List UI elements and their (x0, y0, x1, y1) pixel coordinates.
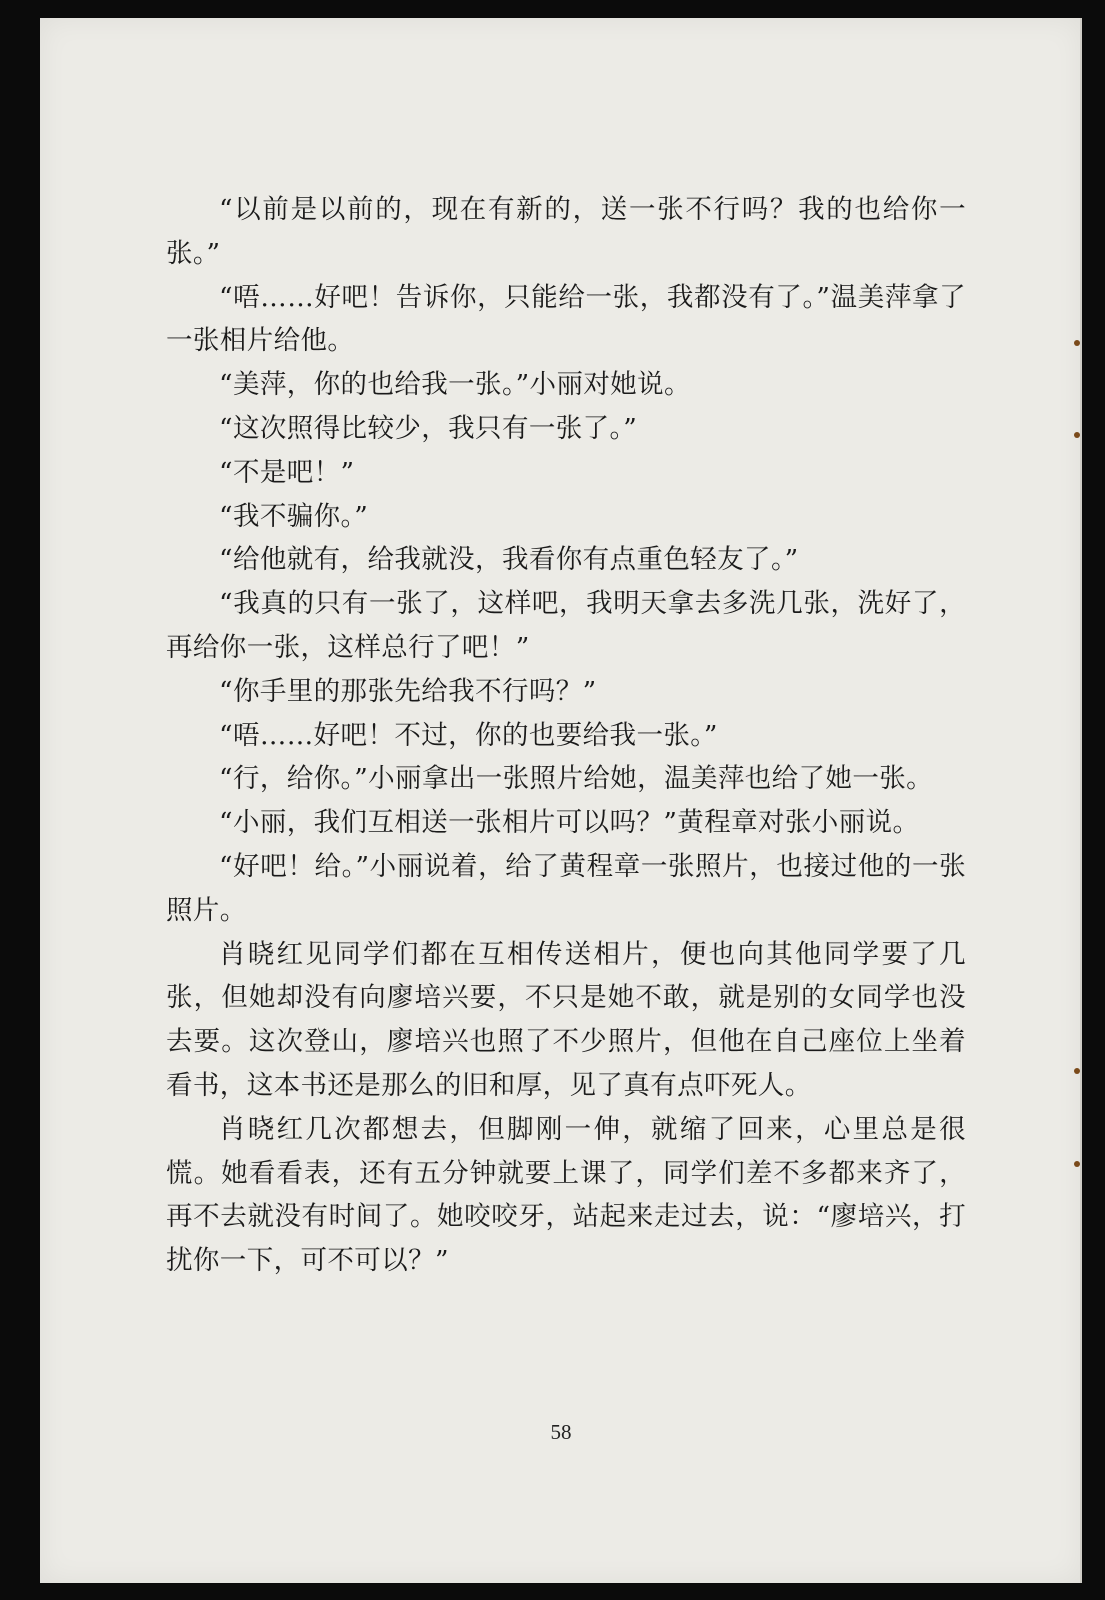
book-page (40, 18, 1082, 1583)
paragraph: “行，给你。”小丽拿出一张照片给她，温美萍也给了她一张。 (219, 763, 934, 795)
binding-mark (1074, 1068, 1080, 1074)
binding-mark (1074, 432, 1080, 438)
paragraph: “唔……好吧！告诉你，只能给一张，我都没有了。”温美萍拿了一张相片给他。 (166, 281, 966, 357)
binding-mark (1074, 340, 1080, 346)
paragraph: 肖晓红几次都想去，但脚刚一伸，就缩了回来，心里总是很慌。她看看表，还有五分钟就要上课了，同学们差不多都来齐了，再不去就没有时间了。她咬咬牙，站起来走过去，说：“廖培兴，打扰你一下，可不可以？” (166, 1113, 966, 1277)
page-number: 58 (550, 1420, 572, 1444)
paragraph: “我不骗你。” (219, 500, 369, 532)
page-edge (1080, 18, 1082, 1583)
binding-mark (1074, 1161, 1080, 1167)
paragraph: “给他就有，给我就没，我看你有点重色轻友了。” (219, 544, 799, 576)
paragraph: “我真的只有一张了，这样吧，我明天拿去多洗几张，洗好了，再给你一张，这样总行了吧！” (166, 588, 966, 663)
paragraph: “美萍，你的也给我一张。”小丽对她说。 (219, 369, 691, 401)
paragraph: “好吧！给。”小丽说着，给了黄程章一张照片，也接过他的一张照片。 (166, 850, 966, 926)
paragraph: “你手里的那张先给我不行吗？” (219, 675, 597, 707)
paragraph: “不是吧！” (219, 456, 355, 488)
paragraph: 肖晓红见同学们都在互相传送相片，便也向其他同学要了几张，但她却没有向廖培兴要，不只是她不敢，就是别的女同学也没去要。这次登山，廖培兴也照了不少照片，但他在自己座位上坐着看书，这本书还是那么的旧和厚，见了真有点吓死人。 (166, 938, 966, 1101)
paragraph: “这次照得比较少，我只有一张了。” (219, 412, 638, 444)
paragraph: “以前是以前的，现在有新的，送一张不行吗？我的也给你一张。” (166, 194, 966, 269)
paragraph: “小丽，我们互相送一张相片可以吗？”黄程章对张小丽说。 (219, 807, 920, 839)
body-text (166, 188, 966, 1283)
paragraph: “唔……好吧！不过，你的也要给我一张。” (219, 719, 718, 751)
